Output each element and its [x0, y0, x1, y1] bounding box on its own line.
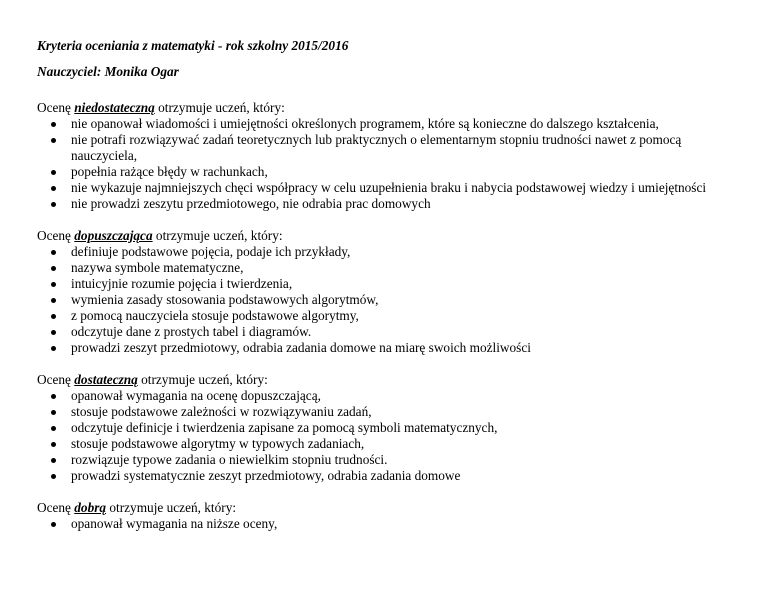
section-intro	[37, 372, 728, 388]
section-dopuszczajaca	[37, 228, 728, 356]
intro-prefix: Ocenę	[37, 228, 75, 243]
criterion-item: nie potrafi rozwiązywać zadań teoretycznych lub praktycznych o elementarnym stopniu trudności nawet z pomocą nauczyciela,	[37, 132, 728, 164]
criterion-item: popełnia rażące błędy w rachunkach,	[37, 164, 728, 180]
section-intro	[37, 228, 728, 244]
intro-suffix: otrzymuje uczeń, który:	[137, 372, 268, 387]
criterion-item: prowadzi systematycznie zeszyt przedmiotowy, odrabia zadania domowe	[37, 468, 728, 484]
grade-name: niedostateczną	[74, 100, 155, 115]
intro-suffix: otrzymuje uczeń, który:	[106, 500, 237, 515]
section-intro	[37, 500, 728, 516]
criterion-item: opanował wymagania na ocenę dopuszczającą,	[37, 388, 728, 404]
grade-name: dostateczną	[74, 372, 138, 387]
grade-name: dopuszczająca	[74, 228, 153, 243]
criterion-item: wymienia zasady stosowania podstawowych algorytmów,	[37, 292, 728, 308]
criterion-item: odczytuje definicje i twierdzenia zapisane za pomocą symboli matematycznych,	[37, 420, 728, 436]
criterion-item: opanował wymagania na niższe oceny,	[37, 516, 728, 532]
criterion-item: nie wykazuje najmniejszych chęci współpracy w celu uzupełnienia braku i nabycia podstawowej wiedzy i umiejętności	[37, 180, 728, 196]
criterion-item: rozwiązuje typowe zadania o niewielkim stopniu trudności.	[37, 452, 728, 468]
criterion-item: nazywa symbole matematyczne,	[37, 260, 728, 276]
criterion-item: prowadzi zeszyt przedmiotowy, odrabia zadania domowe na miarę swoich możliwości	[37, 340, 728, 356]
criterion-item: stosuje podstawowe algorytmy w typowych zadaniach,	[37, 436, 728, 452]
teacher-name: Nauczyciel: Monika Ogar	[37, 64, 179, 79]
section-niedostateczna	[37, 100, 728, 212]
grade-name: dobrą	[74, 500, 107, 515]
section-dostateczna	[37, 372, 728, 484]
document-title: Kryteria oceniania z matematyki - rok szkolny 2015/2016	[37, 38, 349, 53]
section-intro	[37, 100, 728, 116]
criteria-list	[37, 388, 728, 484]
criterion-item: stosuje podstawowe zależności w rozwiązywaniu zadań,	[37, 404, 728, 420]
criterion-item: nie opanował wiadomości i umiejętności określonych programem, które są konieczne do dalszego kształcenia,	[37, 116, 728, 132]
criteria-list	[37, 244, 728, 356]
criteria-list	[37, 516, 728, 532]
criterion-item: nie prowadzi zeszytu przedmiotowego, nie odrabia prac domowych	[37, 196, 728, 212]
criterion-item: definiuje podstawowe pojęcia, podaje ich przykłady,	[37, 244, 728, 260]
intro-suffix: otrzymuje uczeń, który:	[152, 228, 283, 243]
section-dobra	[37, 500, 728, 532]
intro-prefix: Ocenę	[37, 500, 75, 515]
intro-suffix: otrzymuje uczeń, który:	[154, 100, 285, 115]
criteria-list	[37, 116, 728, 212]
criterion-item: intuicyjnie rozumie pojęcia i twierdzenia,	[37, 276, 728, 292]
intro-prefix: Ocenę	[37, 100, 75, 115]
criterion-item: odczytuje dane z prostych tabel i diagramów.	[37, 324, 728, 340]
criterion-item: z pomocą nauczyciela stosuje podstawowe algorytmy,	[37, 308, 728, 324]
intro-prefix: Ocenę	[37, 372, 75, 387]
